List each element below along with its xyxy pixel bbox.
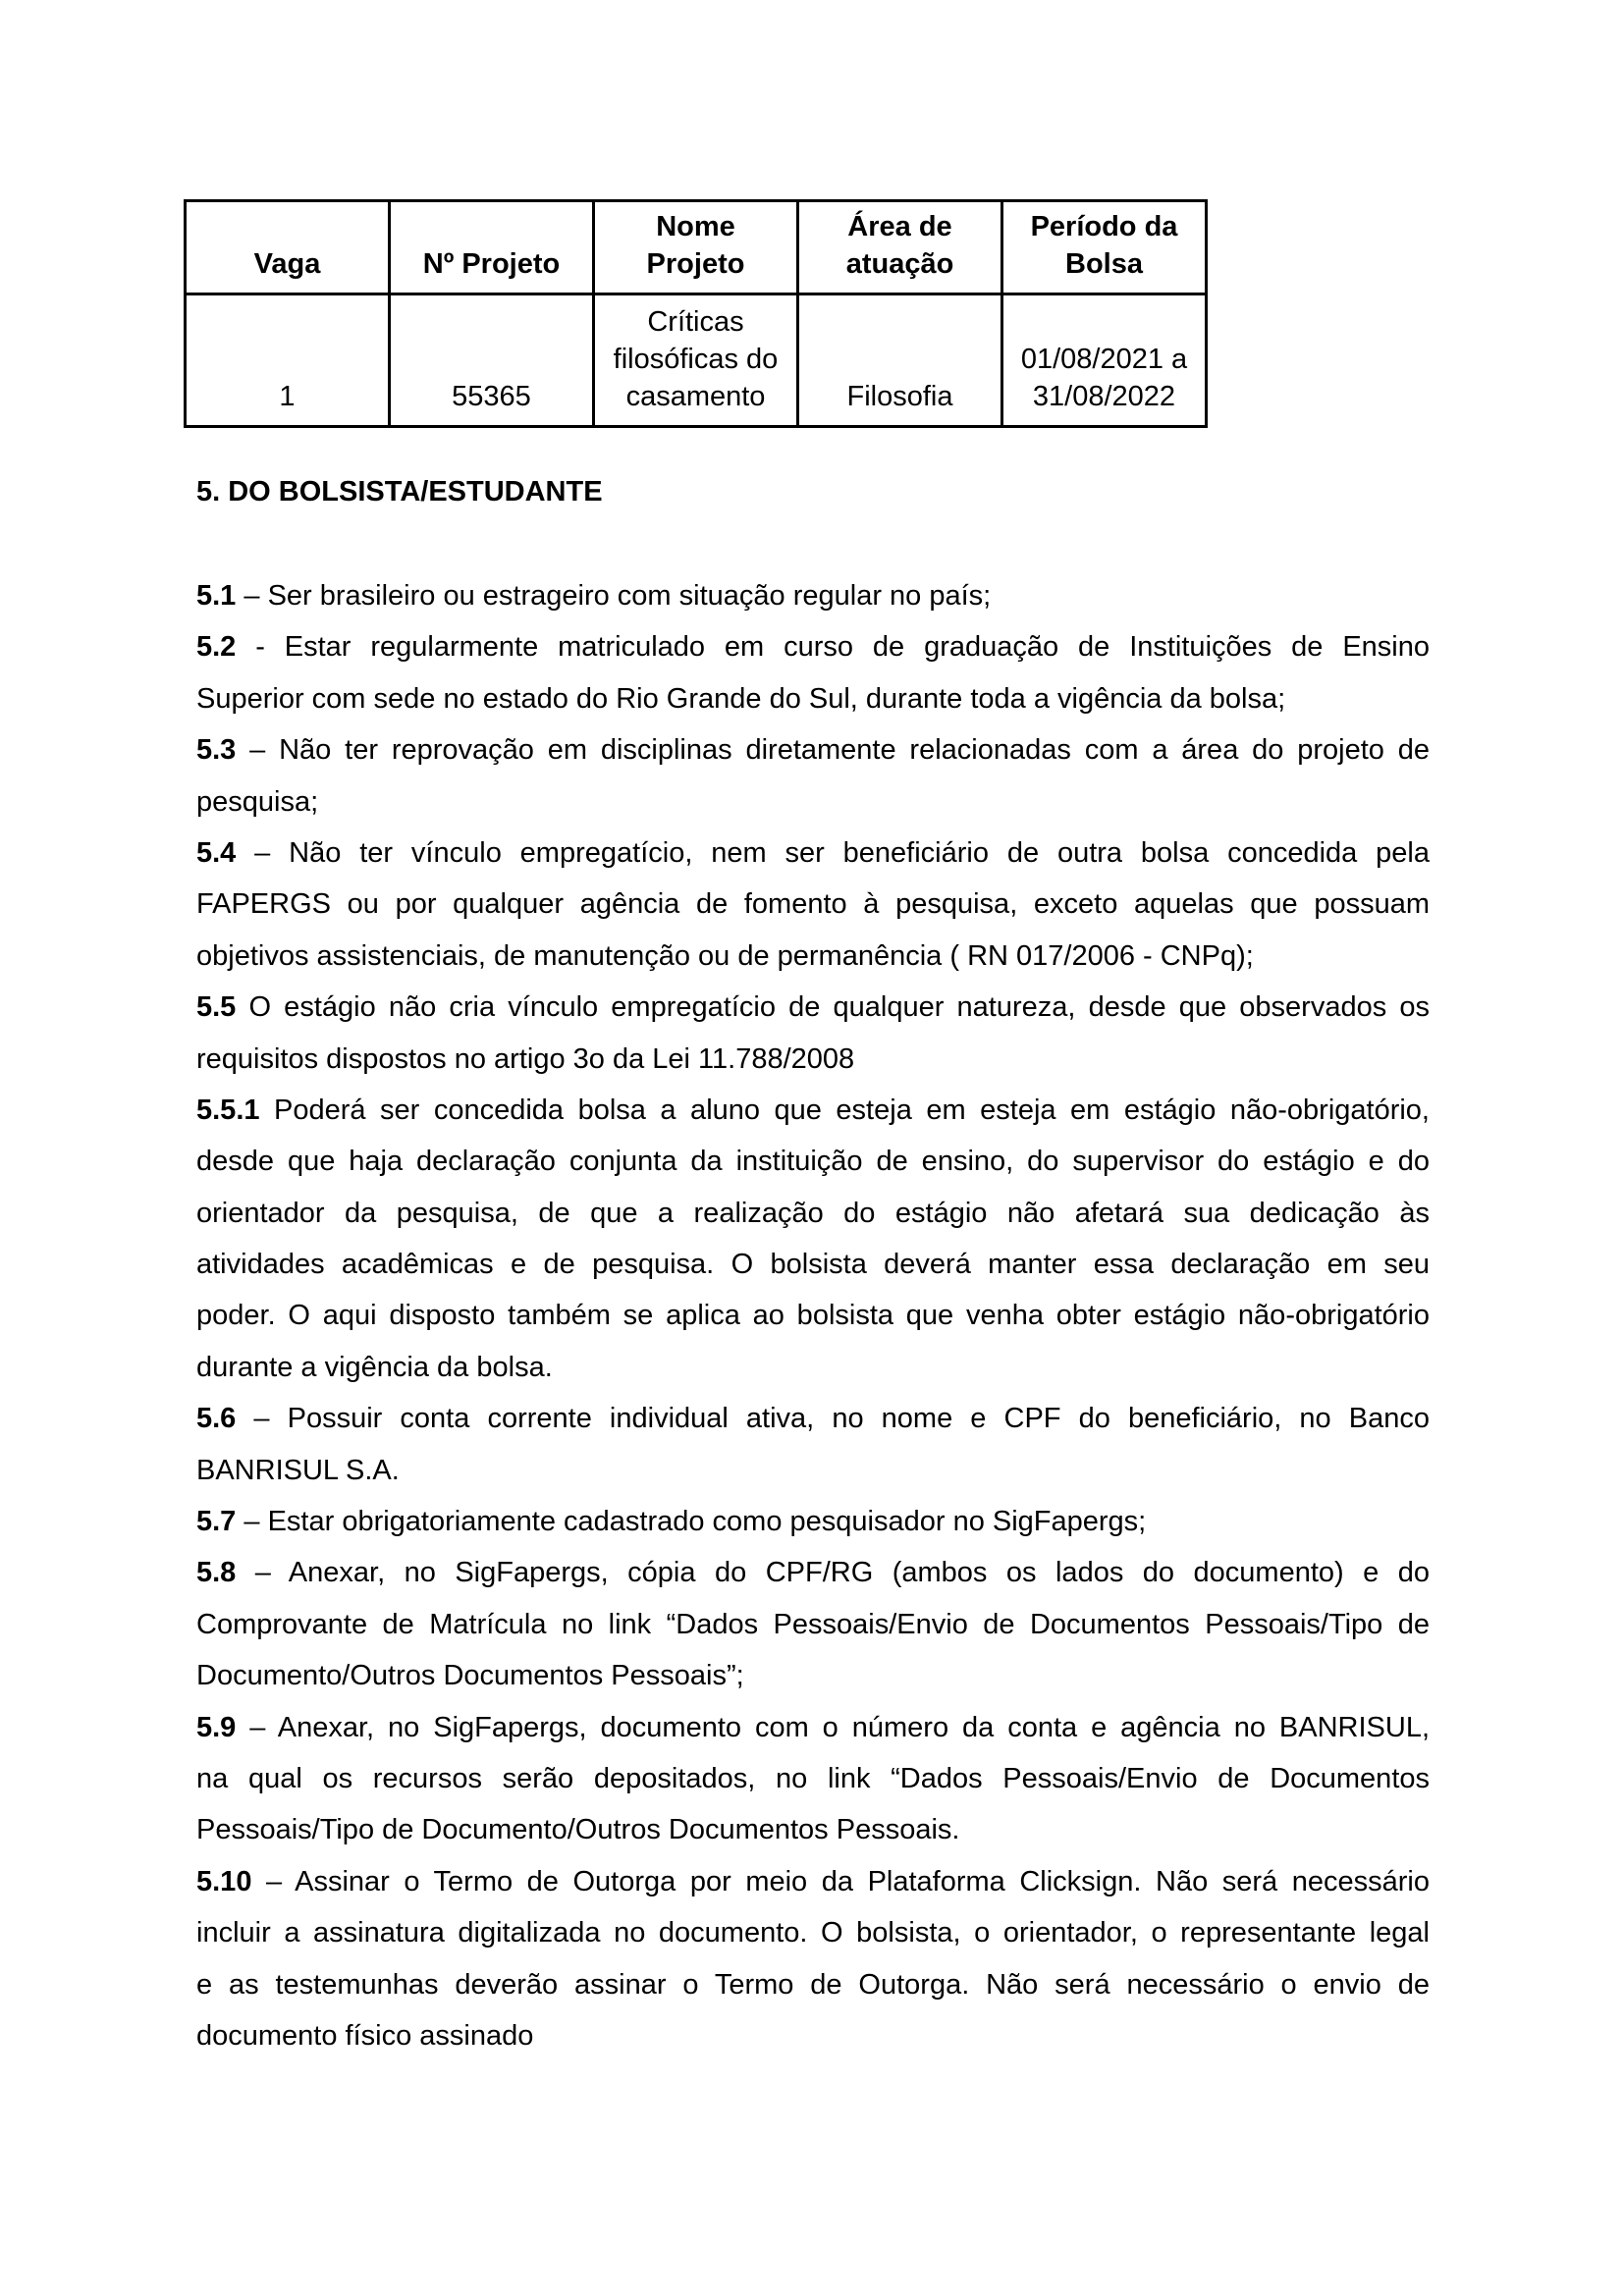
table-cell: 55365 xyxy=(390,294,594,427)
column-header: Vaga xyxy=(186,201,390,294)
text-line: requisitos dispostos no artigo 3o da Lei 11.788/2008 xyxy=(196,1042,855,1075)
table-cell: Críticas filosóficas do casamento xyxy=(594,294,798,427)
clause-number: 5.9 xyxy=(196,1711,237,1743)
text-line: 5.1 – Ser brasileiro ou estrageiro com situação regular no país; xyxy=(196,580,992,612)
clause-number: 5.4 xyxy=(196,836,237,869)
section-items xyxy=(196,570,1430,2061)
text-line: FAPERGS ou por qualquer agência de fomento à pesquisa, exceto aquelas que possuam xyxy=(196,888,1430,921)
table-row xyxy=(186,294,1207,427)
clause-5.7 xyxy=(196,1496,1430,1547)
text-line: 5.9 – Anexar, no SigFapergs, documento com o número da conta e agência no BANRISUL, xyxy=(196,1711,1430,1743)
text-line: atividades acadêmicas e de pesquisa. O bolsista deverá manter essa declaração em seu xyxy=(196,1249,1430,1281)
text-line: 5.10 – Assinar o Termo de Outorga por meio da Plataforma Clicksign. Não será necessário xyxy=(196,1865,1430,1897)
text-line: 5.3 – Não ter reprovação em disciplinas diretamente relacionadas com a área do projeto de xyxy=(196,734,1430,767)
text-line: Documento/Outros Documentos Pessoais”; xyxy=(196,1660,744,1692)
clause-number: 5.6 xyxy=(196,1403,237,1435)
clause-number: 5.10 xyxy=(196,1865,252,1897)
table-cell: Filosofia xyxy=(798,294,1002,427)
text-line: 5.5.1 Poderá ser concedida bolsa a aluno que esteja em esteja em estágio não-obrigatório, xyxy=(196,1094,1430,1126)
clause-number: 5.5 xyxy=(196,991,237,1024)
text-line: desde que haja declaração conjunta da instituição de ensino, do supervisor do estágio e do xyxy=(196,1146,1430,1178)
section-heading: 5. DO BOLSISTA/ESTUDANTE xyxy=(196,476,603,507)
clause-number: 5.2 xyxy=(196,631,237,664)
text-line: 5.6 – Possuir conta corrente individual ativa, no nome e CPF do beneficiário, no Banco xyxy=(196,1403,1430,1435)
vacancy-table xyxy=(184,199,1208,428)
column-header: Período da Bolsa xyxy=(1002,201,1207,294)
clause-number: 5.1 xyxy=(196,580,237,612)
clause-number: 5.3 xyxy=(196,734,237,767)
clause-5.3 xyxy=(196,724,1430,828)
text-line: e as testemunhas deverão assinar o Termo de Outorga. Não será necessário o envio de xyxy=(196,1968,1430,2001)
clause-5.6 xyxy=(196,1393,1430,1496)
table-header-row xyxy=(186,201,1207,294)
clause-5.1 xyxy=(196,570,1430,621)
text-line: 5.5 O estágio não cria vínculo empregatício de qualquer natureza, desde que observados os xyxy=(196,991,1430,1024)
clause-number: 5.8 xyxy=(196,1557,237,1589)
column-header: Nº Projeto xyxy=(390,201,594,294)
text-line: 5.4 – Não ter vínculo empregatício, nem ser beneficiário de outra bolsa concedida pela xyxy=(196,836,1430,869)
clause-5.9 xyxy=(196,1702,1430,1856)
text-line: na qual os recursos serão depositados, no link “Dados Pessoais/Envio de Documentos xyxy=(196,1762,1430,1794)
text-line: incluir a assinatura digitalizada no documento. O bolsista, o orientador, o representante legal xyxy=(196,1917,1430,1949)
clause-5.5 xyxy=(196,982,1430,1085)
clause-5.5.1 xyxy=(196,1085,1430,1393)
clause-5.10 xyxy=(196,1856,1430,2062)
text-line: Superior com sede no estado do Rio Grande do Sul, durante toda a vigência da bolsa; xyxy=(196,682,1286,715)
text-line: orientador da pesquisa, de que a realização do estágio não afetará sua dedicação às xyxy=(196,1197,1430,1229)
text-line: BANRISUL S.A. xyxy=(196,1454,400,1486)
text-line: durante a vigência da bolsa. xyxy=(196,1351,553,1383)
clause-number: 5.5.1 xyxy=(196,1094,260,1126)
text-line: 5.7 – Estar obrigatoriamente cadastrado como pesquisador no SigFapergs; xyxy=(196,1506,1147,1538)
column-header: Área de atuação xyxy=(798,201,1002,294)
text-line: objetivos assistenciais, de manutenção ou de permanência ( RN 017/2006 - CNPq); xyxy=(196,939,1254,972)
clause-5.8 xyxy=(196,1547,1430,1701)
column-header: Nome Projeto xyxy=(594,201,798,294)
clause-5.2 xyxy=(196,621,1430,724)
text-line: poder. O aqui disposto também se aplica ao bolsista que venha obter estágio não-obrigatório xyxy=(196,1300,1430,1332)
text-line: pesquisa; xyxy=(196,785,319,818)
text-line: Pessoais/Tipo de Documento/Outros Documentos Pessoais. xyxy=(196,1814,960,1846)
clause-number: 5.7 xyxy=(196,1506,237,1538)
text-line: 5.8 – Anexar, no SigFapergs, cópia do CPF/RG (ambos os lados do documento) e do xyxy=(196,1557,1430,1589)
text-line: documento físico assinado xyxy=(196,2019,534,2052)
table-cell: 01/08/2021 a 31/08/2022 xyxy=(1002,294,1207,427)
table-body xyxy=(186,294,1207,427)
text-line: 5.2 - Estar regularmente matriculado em curso de graduação de Instituições de Ensino xyxy=(196,631,1430,664)
text-line: Comprovante de Matrícula no link “Dados Pessoais/Envio de Documentos Pessoais/Tipo de xyxy=(196,1608,1430,1640)
clause-5.4 xyxy=(196,828,1430,982)
table-cell: 1 xyxy=(186,294,390,427)
